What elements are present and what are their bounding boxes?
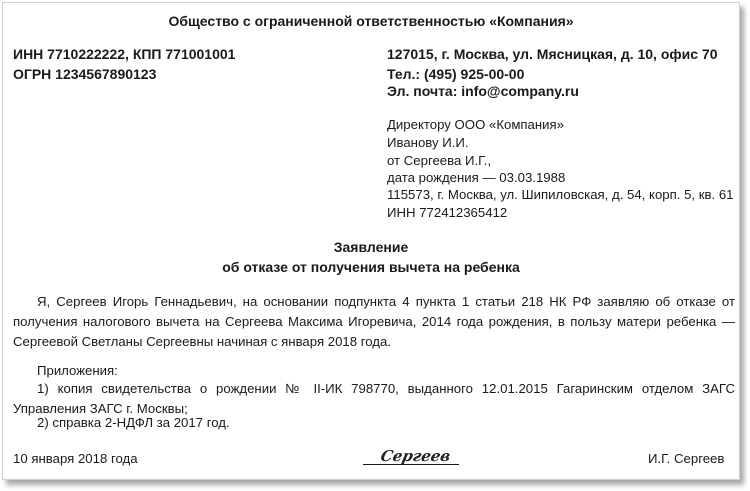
attachment-item-1: 1) копия свидетельства о рождении № II-ИК 798770, выданного 12.01.2015 Гагаринским отделом ЗАГС Управления ЗАГС г. Москвы;	[13, 381, 735, 416]
handwritten-signature: Сергеев	[379, 447, 453, 465]
addressee-position: Директору ООО «Компания»	[387, 117, 565, 132]
organization-address: 127015, г. Москва, ул. Мясницкая, д. 10, офис 70	[387, 46, 718, 62]
addressee-name: Иванову И.И.	[387, 135, 469, 150]
document-date: 10 января 2018 года	[13, 451, 138, 466]
ogrn: ОГРН 1234567890123	[13, 66, 157, 82]
applicant-address: 115573, г. Москва, ул. Шипиловская, д. 54, корп. 5, кв. 61	[387, 187, 734, 202]
document-title: Заявление	[333, 239, 409, 255]
applicant-from: от Сергеева И.Г.,	[387, 153, 491, 168]
attachment-item-2: 2) справка 2-НДФЛ за 2017 год.	[37, 415, 230, 430]
inn-kpp: ИНН 7710222222, КПП 771001001	[13, 46, 236, 62]
document-subtitle: об отказе от получения вычета на ребенка	[222, 259, 520, 275]
organization-email: Эл. почта: info@company.ru	[387, 83, 579, 99]
signer-name: И.Г. Сергеев	[648, 451, 725, 466]
organization-name: Общество с ограниченной ответственностью «Компания»	[168, 13, 574, 29]
signature-line	[363, 464, 459, 465]
applicant-birthdate: дата рождения — 03.03.1988	[387, 170, 566, 185]
organization-phone: Тел.: (495) 925-00-00	[387, 66, 525, 82]
applicant-inn: ИНН 772412365412	[387, 205, 508, 220]
document-page	[2, 2, 740, 480]
statement-paragraph: Я, Сергеев Игорь Геннадьевич, на основании подпункта 4 пункта 1 статьи 218 НК РФ заявляю об отказе от получения налогового вычета на Сергеева Максима Игоревича, 2014 года рождения, в пользу матери ребенка — Сергеевой Светланы Сергеевны начиная с января 2018 года.	[13, 294, 735, 349]
attachments-heading: Приложения:	[37, 363, 118, 378]
